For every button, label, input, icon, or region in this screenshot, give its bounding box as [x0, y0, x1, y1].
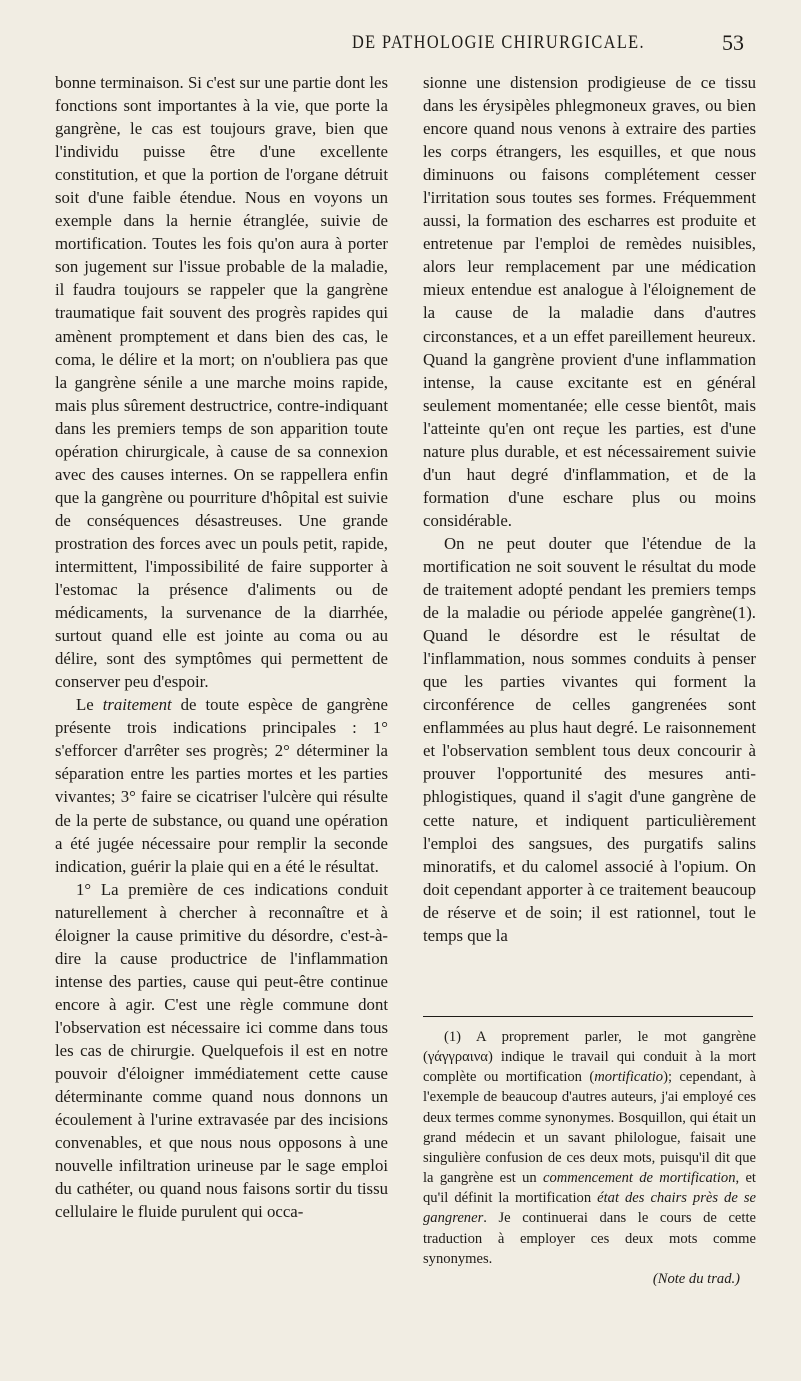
- page-number: 53: [722, 30, 744, 55]
- left-column: [55, 71, 388, 1223]
- text-run: (1) A proprement parler, le mot gangrène (γάγγραινα) indique le travail qui conduit à la mort complète ou mortification (: [423, 1029, 756, 1086]
- footnote-divider: [423, 1016, 753, 1017]
- translator-note: (Note du trad.): [652, 1270, 740, 1287]
- paragraph-traitement: [55, 693, 388, 877]
- page-header: [0, 30, 801, 60]
- text-run: . Quand le désordre est le résultat de l'inflammation, nous sommes conduits à penser que les parties vivantes qui forment la circonférence de celles gangrenées sont enflammées au plus haut degré. Le raisonnement et l'observation semblent tous deux concourir à prouver l'opportunité des mesures anti-phlogistiques, quand il s'agit d'une gangrène de cette nature, et indiquent particulièrement l'emploi des sangsues, des purgatifs salins minoratifs, et du calomel associé à l'opium. On doit cependant apporter à ce traitement beaucoup de réserve et de soin; il est rationnel, tout le temps que la: [423, 603, 756, 945]
- footnote-reference: (1): [732, 603, 752, 623]
- footnote: [423, 1027, 756, 1289]
- text-run: , et qu'il définit la mortification: [423, 1170, 756, 1207]
- italic-term: traitement: [102, 695, 172, 715]
- text-run: ); cependant, à l'exemple de beaucoup d'autres auteurs, j'ai employé ces deux termes comme synonymes. Bosquillon, qui était un grand médecin et un savant philologue, faisait une singulière confusion de ces deux mots, puisqu'il dit que la gangrène est un: [423, 1069, 756, 1187]
- italic-term: mortificatio: [594, 1069, 664, 1086]
- text-run: de toute espèce de gangrène présente trois indications principales : 1° s'efforcer d'arrêter ses progrès; 2° déterminer la séparation entre les parties mortes et les parties vivantes; 3° faire se cicatriser l'ulcère qui résulte de la perte de substance, ou quand une opération a été jugée nécessaire pour remplir la seconde indication, guérir la plaie qui en a été le résultat.: [55, 695, 388, 876]
- italic-term: état des chairs près de se gangrener: [423, 1190, 756, 1227]
- running-head: DE PATHOLOGIE CHIRURGICALE.: [352, 32, 645, 53]
- footnote-text: [423, 1027, 756, 1269]
- paragraph: sionne une distension prodigieuse de ce tissu dans les érysipèles phlegmoneux graves, ou bien encore quand nous venons à extraire des parties les corps étrangers, les esquilles, et que nous diminuons ou faisons complétement cesser l'irritation sous toutes ses formes. Fréquemment aussi, la formation des escharres est produite et entretenue par l'emploi de remèdes nuisibles, alors leur remplacement par une médication mieux entendue est analogue à l'éloignement de la cause de la maladie dans d'autres circonstances, et a un effet pareillement heureux. Quand la gangrène provient d'une inflammation intense, la cause excitante est en général seulement momentanée; elle cesse bientôt, mais l'atteinte qu'en ont reçue les parties, est d'une nature plus durable, et est nécessairement suivie d'un haut degré d'inflammation, et de la formation d'une eschare plus ou moins considérable.: [423, 73, 756, 530]
- paragraph: bonne terminaison. Si c'est sur une partie dont les fonctions sont importantes à la vie, que porte la gangrène, le cas est toujours grave, bien que l'individu puisse être d'une excellente constitution, et que la portion de l'organe détruit soit d'une faible étendue. Nous en voyons un exemple dans la hernie étranglée, suivie de mortification. Toutes les fois qu'on aura à porter son jugement sur l'issue probable de la maladie, il faudra toujours se rappeler que la gangrène traumatique fait souvent des progrès rapides qui amènent promptement et dans bien des cas, le coma, le délire et la mort; on n'oubliera pas que la gangrène sénile a une marche moins rapide, mais plus sûrement destructrice, contre-indiquant dans les premiers temps de son apparition toute opération chirurgicale, à cause de sa connexion avec des causes internes. On se rappellera enfin que la gangrène ou pourriture d'hôpital est suivie de conséquences désastreuses. Une grande prostration des forces avec un pouls petit, rapide, intermittent, l'impossibilité de faire supporter à l'estomac la présence d'aliments ou de médicaments, la survenance de la diarrhée, surtout quand elle est jointe au coma ou au délire, sont des symptômes qui permettent de conserver peu d'espoir.: [55, 73, 388, 692]
- italic-term: commencement de mortification: [542, 1170, 736, 1187]
- text-run: . Je continuerai dans le cours de cette traduction à employer ces deux mots comme synonymes.: [423, 1210, 756, 1267]
- text-run: Le: [76, 695, 103, 715]
- right-column: [423, 71, 756, 947]
- footnote-signature: [423, 1269, 756, 1289]
- paragraph: 1° La première de ces indications conduit naturellement à chercher à reconnaître et à éloigner la cause primitive du désordre, c'est-à-dire la cause productrice de l'inflammation intense des parties, cause qui peut-être continue encore à agir. C'est une règle commune dont l'observation est nécessaire ici comme dans tous les cas de chirurgie. Quelquefois il est en notre pouvoir d'éloigner immédiatement cette cause déterminante comme quand nous donnons un écoulement à l'urine extravasée par des incisions convenables, et que nous nous opposons à une nouvelle infiltration urineuse par le sage emploi du cathéter, ou quand nous faisons sortir du tissu cellulaire le fluide purulent qui occa-: [55, 879, 388, 1222]
- paragraph: [423, 532, 756, 947]
- text-run: On ne peut douter que l'étendue de la mortification ne soit souvent le résultat du mode de traitement adopté pendant les premiers temps de la maladie ou période appelée gangrène: [423, 533, 756, 623]
